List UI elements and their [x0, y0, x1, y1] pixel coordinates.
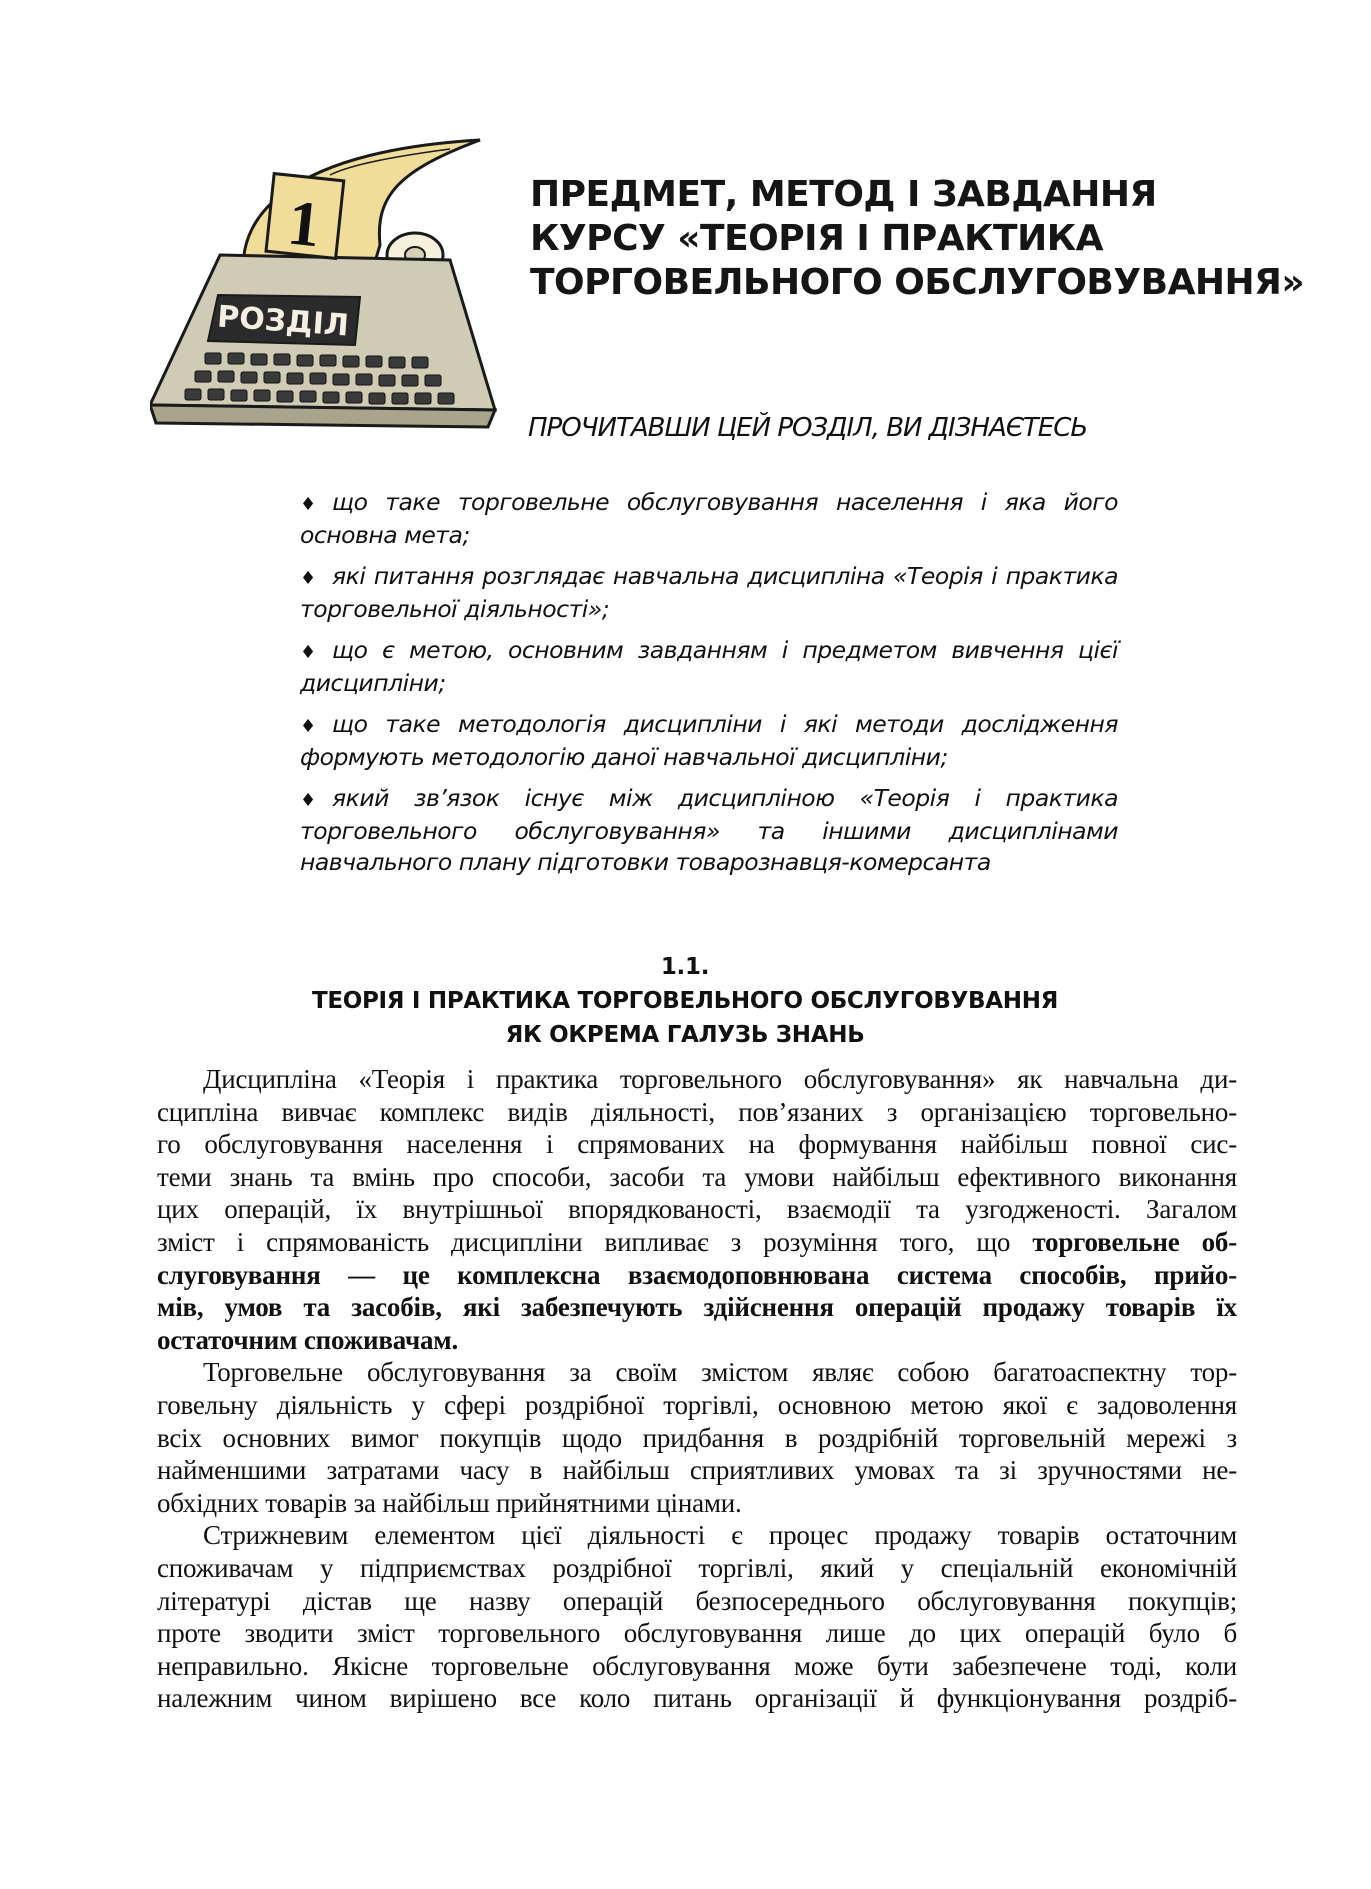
diamond-bullet-icon: ♦ — [300, 568, 316, 589]
chapter-emblem — [150, 135, 500, 435]
section-heading-line-1: 1.1. ТЕОРІЯ І ПРАКТИКА ТОРГОВЕЛЬНОГО ОБСЛУГОВУВАННЯ — [180, 950, 1190, 1018]
section-heading-line-2: ЯК ОКРЕМА ГАЛУЗЬ ЗНАНЬ — [505, 1022, 865, 1048]
list-item: ♦ який зв’язок існує між дисципліною «Теорія і практика торговельного обслуговування» та іншими дисциплінами навчального плану підготовки товарознавця-комерсанта — [300, 784, 1118, 876]
definition-text: остаточним споживачам — [157, 1324, 452, 1355]
definition-text: слуговування — це комплексна взаємодоповнювана система способів, прийо- — [157, 1259, 1237, 1290]
list-item: ♦ що є метою, основним завданням і предметом вивчення цієї дисципліни; — [300, 636, 1118, 697]
chapter-label: РОЗДІЛ — [216, 299, 350, 344]
calculator-icon — [150, 135, 500, 435]
chapter-title-line: ТОРГОВЕЛЬНОГО ОБСЛУГОВУВАННЯ» — [530, 262, 1305, 303]
definition-text: мів, умов та засобів, які забезпечують здійснення операцій продажу товарів їх — [157, 1292, 1237, 1323]
learning-outcomes-heading: ПРОЧИТАВШИ ЦЕЙ РОЗДІЛ, ВИ ДІЗНАЄТЕСЬ — [528, 413, 1088, 443]
diamond-bullet-icon: ♦ — [300, 494, 316, 515]
section-number: 1.1. — [660, 954, 710, 980]
diamond-bullet-icon: ♦ — [300, 790, 316, 811]
paragraph: Стрижневим елементом цієї діяльності є процес продажу товарів остаточним споживачам у підприємствах роздрібної торгівлі, який у спеціальній економічній літературі дістав ще назву операцій безпосереднього обслуговування покупців; проте зводити зміст торговельного обслуговування лише до цих операцій було б неправильно. Якісне торговельне обслуговування може бути забезпечене тоді, коли належним чином вирішено все коло питань організації й функціонування роздріб- — [157, 1520, 1237, 1714]
paragraph: Торговельне обслуговування за своїм змістом являє собою багатоаспектну тор- говельну діяльність у сфері роздрібної торгівлі, основною метою якої є задоволення всіх основних вимог покупців щодо придбання в роздрібній торговельній мережі з найменшими затратами часу в найбільш сприятливих умовах та зі зручностями не- обхідних товарів за найбільш прийнятними цінами. — [157, 1357, 1237, 1518]
diamond-bullet-icon: ♦ — [300, 716, 316, 737]
chapter-number: 1 — [284, 186, 324, 261]
list-item: ♦ які питання розглядає навчальна дисципліна «Теорія і практика торговельної діяльності»; — [300, 562, 1118, 623]
paragraph: Дисципліна «Теорія і практика торговельного обслуговування» як навчальна ди- сципліна вивчає комплекс видів діяльності, пов’язаних з організацією торговельно- го обслуговування населення і спрямованих на формування найбільш повної сис- теми знань та вмінь про способи, засоби та умови найбільш ефективного виконання цих операцій, їх внутрішньої впорядкованості, взаємодії та узгодженості. Загалом зміст і спрямованість дисципліни випливає з розуміння того, що торговельне об- слуговування — це комплексна взаємодоповнювана система способів, прийо- мів, умов та засобів, які забезпечують здійснення операцій продажу товарів їх остаточним споживачам. — [157, 1064, 1237, 1355]
section-heading — [180, 950, 1190, 1052]
chapter-title — [530, 173, 1330, 305]
body-text — [157, 1063, 1237, 1715]
learning-outcomes-list — [300, 487, 1118, 888]
list-item: ♦ що таке торговельне обслуговування населення і яка його основна мета; — [300, 488, 1118, 549]
list-item: ♦ що таке методологія дисципліни і які методи дослідження формують методологію даної навчальної дисципліни; — [300, 710, 1118, 771]
diamond-bullet-icon: ♦ — [300, 642, 316, 663]
chapter-title-line: ПРЕДМЕТ, МЕТОД І ЗАВДАННЯ — [530, 174, 1157, 215]
definition-term: торговельне об- — [1032, 1226, 1237, 1257]
chapter-title-line: КУРСУ «ТЕОРІЯ І ПРАКТИКА — [530, 218, 1104, 259]
